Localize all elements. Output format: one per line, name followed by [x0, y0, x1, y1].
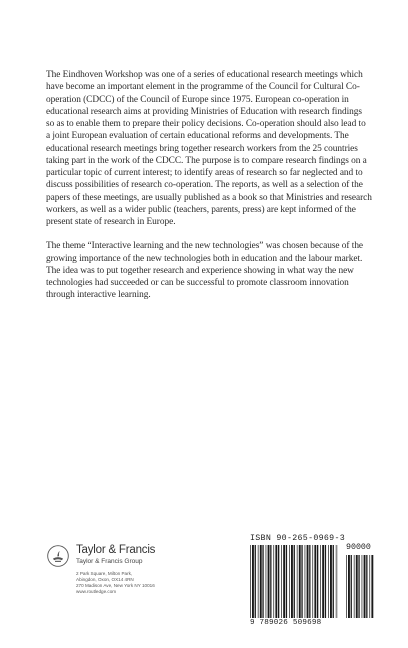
publisher-block	[76, 544, 216, 566]
publisher-address	[76, 571, 206, 595]
isbn-label: ISBN 90-265-0969-3	[250, 534, 346, 543]
ean-number: 9 789026 509698	[250, 619, 322, 627]
address-line: Abingdon, Oxon, OX14 4RN	[76, 577, 134, 583]
barcode-image	[250, 545, 376, 619]
barcode-block	[250, 534, 376, 629]
blurb-text	[46, 69, 372, 314]
publisher-group: Taylor & Francis Group	[76, 558, 143, 565]
address-line: 270 Madison Ave, New York NY 10016	[76, 583, 155, 589]
publisher-name: Taylor & Francis	[76, 544, 156, 556]
taylor-francis-logo-icon	[47, 545, 69, 567]
address-line: 2 Park Square, Milton Park,	[76, 571, 133, 576]
price-code: 90000	[346, 543, 371, 552]
blurb-paragraph-2: The theme “Interactive learning and the new technologies” was chosen because of the growing importance of the new technologies both in education and the labour market. The idea was to put together research and experience showing in what way the new technologies had succeeded or can be successful to promote classroom innovation through interactive learning.	[46, 241, 364, 301]
blurb-paragraph-1: The Eindhoven Workshop was one of a series of educational research meetings which have become an important element in the programme of the Council for Cultural Co-operation (CDCC) of the Council of Europe since 1975. European co-operation in educational research aims at providing Ministries of Education with research findings so as to enable them to prepare their policy decisions. Co-operation should also lead to a joint European evaluation of certain educational reforms and developments. The educational research meetings bring together research workers from the 25 countries taking part in the work of the CDCC. The purpose is to compare research findings on a particular topic of current interest; to identify areas of research so far neglected and to discuss possibilities of research co-operation. The reports, as well as a selection of the papers of these meetings, are usually published as a book so that Ministries and research workers, as well as a wider public (teachers, parents, press) are kept informed of the present state of research in Europe.	[46, 70, 372, 227]
address-line: www.routledge.com	[76, 589, 117, 595]
